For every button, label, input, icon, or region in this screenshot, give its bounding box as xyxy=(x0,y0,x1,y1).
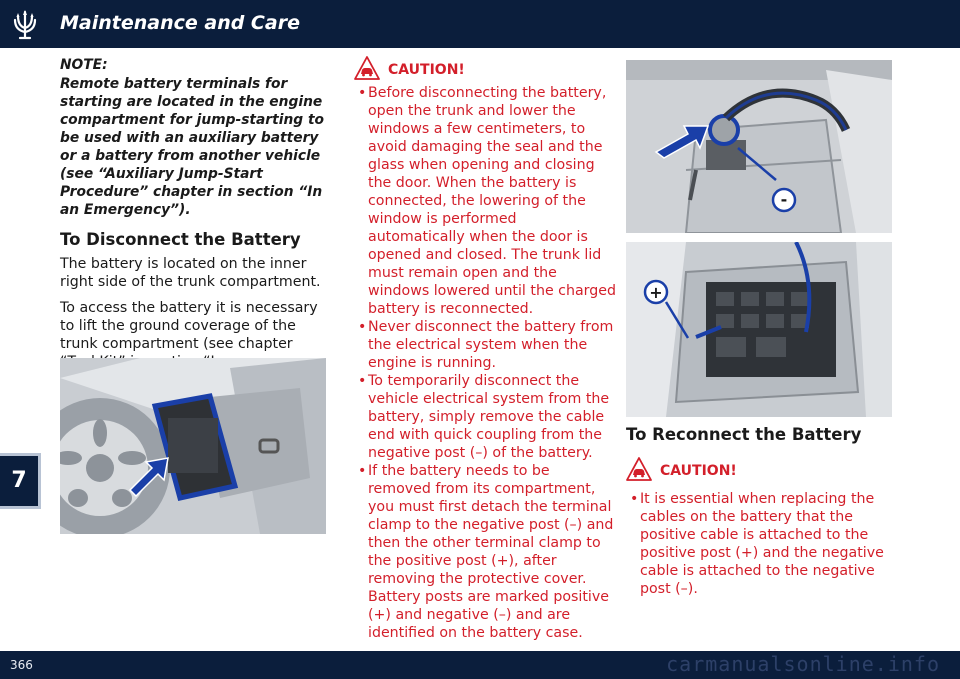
trunk-battery-photo xyxy=(60,358,326,534)
section-heading-reconnect: To Reconnect the Battery xyxy=(626,425,862,444)
paragraph-battery-location: The battery is located on the inner right side of the trunk compartment. xyxy=(60,256,321,290)
caution-box-disconnect xyxy=(354,56,616,80)
section-heading-disconnect: To Disconnect the Battery xyxy=(60,230,301,249)
caution-bullet: • Before disconnecting the battery, open the trunk and lower the windows a few centimeters, to avoid damaging the seal and the glass when opening and closing the door. When the battery is connected, the lowering of the window is performed automatically when the door is opened and closed. The trunk lid must remain open and the windows lowered until the charged battery is reconnected. xyxy=(358,85,616,317)
caution-bullet: • To temporarily disconnect the vehicle electrical system from the battery, simply remove the cable end with quick coupling from the negative post (–) of the battery. xyxy=(358,373,610,461)
negative-terminal-photo xyxy=(626,60,892,233)
caution-car-warning-icon xyxy=(626,457,652,481)
positive-marker: + xyxy=(649,283,663,302)
caution-car-warning-icon xyxy=(354,56,380,80)
caution-box-reconnect xyxy=(626,457,737,481)
caution-list-disconnect xyxy=(354,84,616,642)
page-number: 366 xyxy=(10,658,33,672)
page-footer xyxy=(0,651,960,679)
caution-list-reconnect xyxy=(626,490,892,598)
paragraph-battery-access: To access the battery it is necessary to lift the ground coverage of the trunk compartment (see chapter xyxy=(60,300,318,352)
caution-bullet: • It is essential when replacing the cables on the battery that the positive cable is attached to the positive post (+) and the negative cable is attached to the negative post (–). xyxy=(630,491,884,597)
trident-logo-icon xyxy=(8,8,42,42)
chapter-tab: 7 xyxy=(0,453,41,509)
caution-label: CAUTION! xyxy=(660,463,737,479)
page-title: Maintenance and Care xyxy=(60,12,300,34)
column-middle xyxy=(354,56,616,642)
page-header xyxy=(0,0,960,48)
caution-bullet: • If the battery needs to be removed from its compartment, you must first detach the terminal clamp to the negative post (–) and then the other terminal clamp to the positive post (+), after removing the protective cover. Battery posts are marked positive (+) and negative (–) and are identified on the battery case. xyxy=(358,463,614,641)
caution-bullet: • Never disconnect the battery from the electrical system when the engine is running. xyxy=(358,319,614,371)
note-text: Remote battery terminals for starting are located in the engine compartment for jump-starting to be used with an auxiliary battery or a battery from another vehicle (see “Auxiliary Jump-Start Procedure” chapter in section “In an Emergency”). xyxy=(60,76,325,218)
caution-label: CAUTION! xyxy=(388,62,465,78)
positive-terminal-photo xyxy=(626,242,892,417)
negative-marker: - xyxy=(780,190,788,209)
note-label: NOTE: xyxy=(60,57,108,73)
watermark: carmanualsonline.info xyxy=(666,652,940,676)
